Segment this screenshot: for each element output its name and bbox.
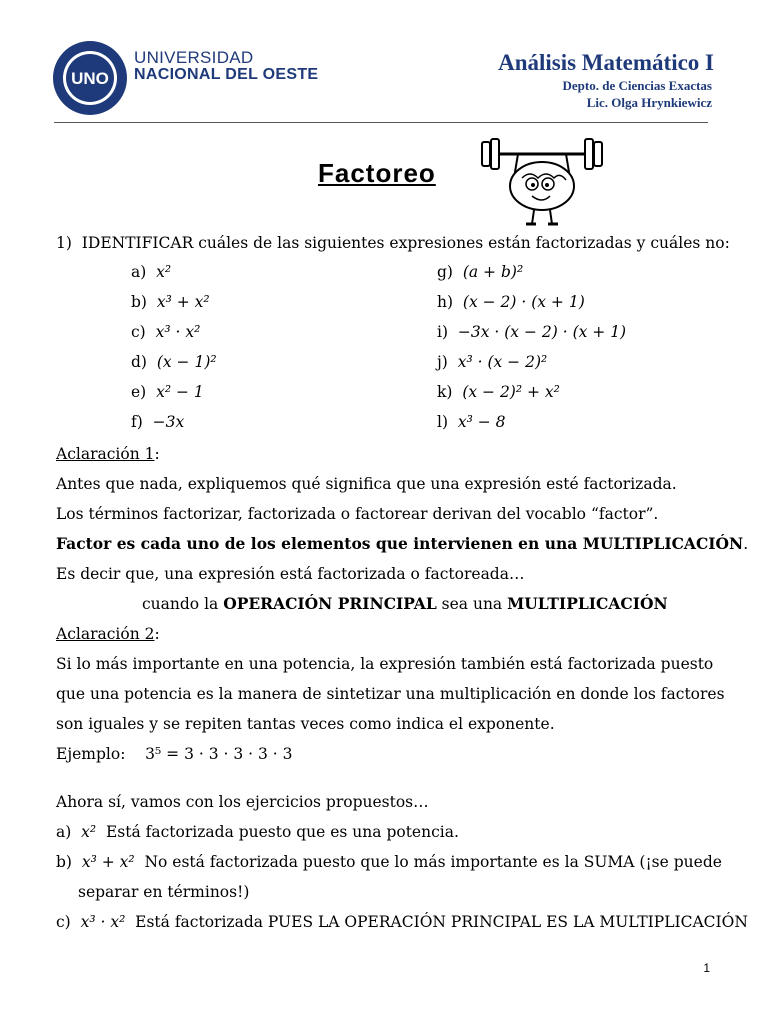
professor: Lic. Olga Hrynkiewicz xyxy=(586,95,712,110)
answers-section xyxy=(56,792,748,942)
university-name-line2: NACIONAL DEL OESTE xyxy=(134,66,319,83)
paragraph-line: Antes que nada, expliquemos qué significa que una expresión esté factorizada. xyxy=(56,475,677,493)
paragraph-line: Factor es cada uno de los elementos que intervienen en una MULTIPLICACIÓN. xyxy=(56,534,749,553)
department: Depto. de Ciencias Exactas xyxy=(562,78,712,93)
list-item: j) x³ · (x − 2)² xyxy=(437,353,548,371)
right-items-list xyxy=(437,262,626,442)
list-item: k) (x − 2)² + x² xyxy=(437,383,560,401)
aclaracion-2-section xyxy=(56,624,725,774)
paragraph-line: Si lo más importante en una potencia, la expresión también está factorizada puesto xyxy=(56,655,714,673)
paragraph-line: que una potencia es la manera de sintetizar una multiplicación en donde los factores xyxy=(56,685,725,703)
section-heading: Aclaración 2: xyxy=(56,625,160,643)
paragraph-line: son iguales y se repiten tantas veces como indica el exponente. xyxy=(56,715,555,733)
answer-b: b) x³ + x² No está factorizada puesto que lo más importante es la SUMA (¡se puede xyxy=(56,853,722,871)
page-number: 1 xyxy=(703,961,710,975)
weightlifting-brain-illustration xyxy=(478,138,606,230)
left-items-list xyxy=(131,262,217,442)
answers-intro: Ahora sí, vamos con los ejercicios propuestos… xyxy=(56,793,429,811)
university-name-line1: UNIVERSIDAD xyxy=(134,48,254,67)
list-item: e) x² − 1 xyxy=(131,383,204,401)
logo-text: UNO xyxy=(71,69,109,88)
list-item: d) (x − 1)² xyxy=(131,353,217,371)
header-divider xyxy=(54,122,708,123)
list-item: b) x³ + x² xyxy=(131,293,210,311)
list-item: c) x³ · x² xyxy=(131,323,201,341)
course-title: Análisis Matemático I xyxy=(498,50,714,75)
answer-a: a) x² Está factorizada puesto que es una potencia. xyxy=(56,823,459,841)
list-item: h) (x − 2) · (x + 1) xyxy=(437,293,585,311)
paragraph-line: cuando la OPERACIÓN PRINCIPAL sea una MULTIPLICACIÓN xyxy=(142,594,668,613)
paragraph-line: Los términos factorizar, factorizada o factorear derivan del vocablo “factor”. xyxy=(56,505,659,523)
answer-c: c) x³ · x² Está factorizada PUES LA OPERACIÓN PRINCIPAL ES LA MULTIPLICACIÓN xyxy=(56,913,748,931)
list-item: i) −3x · (x − 2) · (x + 1) xyxy=(437,323,627,341)
list-item: l) x³ − 8 xyxy=(437,413,506,431)
question-1: 1) IDENTIFICAR cuáles de las siguientes expresiones están factorizadas y cuáles no: xyxy=(56,234,730,252)
example-line: Ejemplo: 3⁵ = 3 · 3 · 3 · 3 · 3 xyxy=(56,745,293,763)
answer-b-continued: separar en términos!) xyxy=(78,883,250,901)
page-title: Factoreo xyxy=(318,158,436,188)
aclaracion-1-section xyxy=(56,444,748,624)
list-item: g) (a + b)² xyxy=(437,263,524,281)
list-item: f) −3x xyxy=(131,413,185,431)
university-logo xyxy=(52,40,128,116)
list-item: a) x² xyxy=(131,263,172,281)
section-heading: Aclaración 1: xyxy=(56,445,160,463)
paragraph-line: Es decir que, una expresión está factorizada o factoreada… xyxy=(56,565,525,583)
